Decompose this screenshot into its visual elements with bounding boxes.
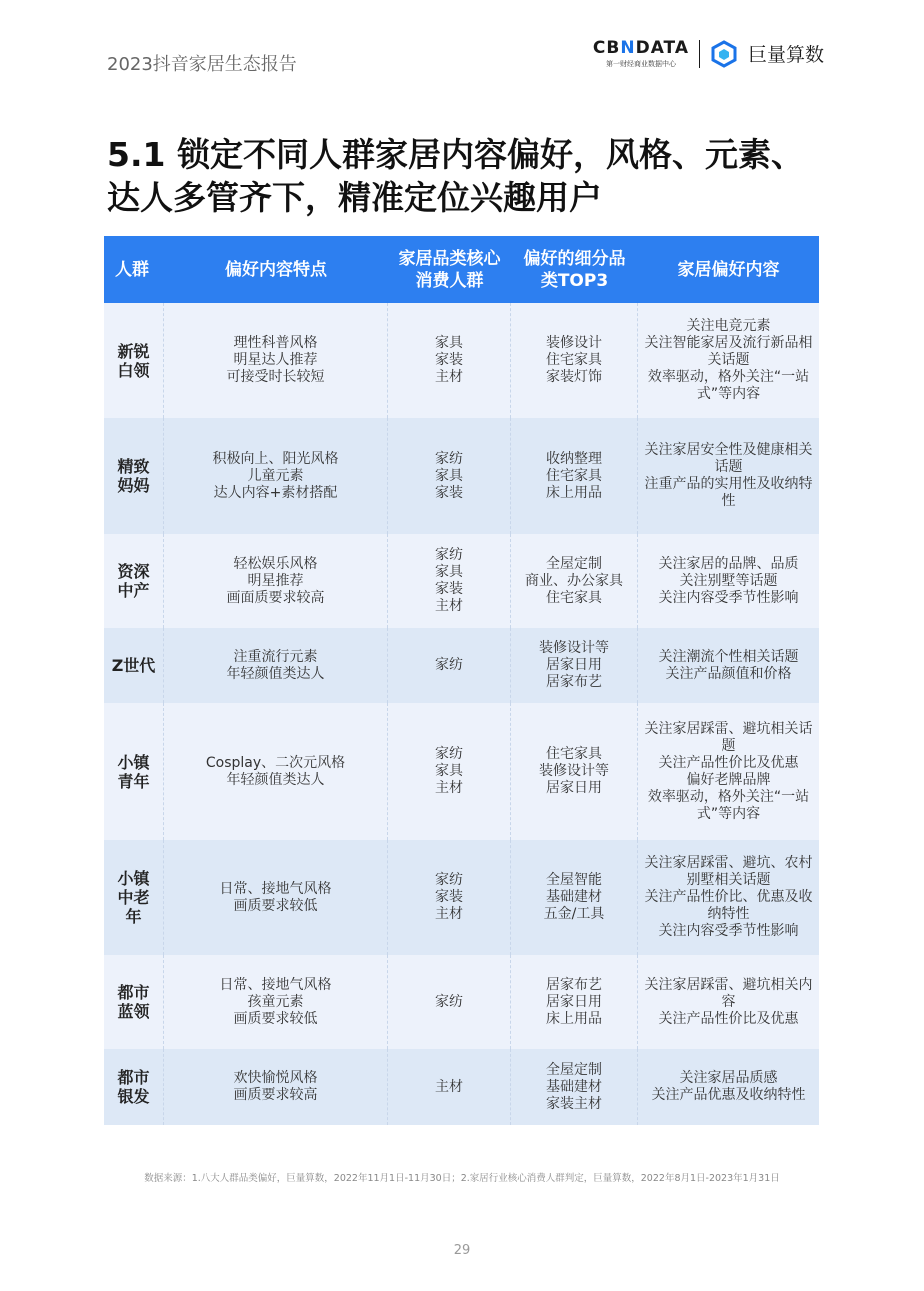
preferred-content-line: 关注家居踩雷、避坑、农村别墅相关话题: [644, 855, 813, 888]
content-features-line: 画面质要求较高: [226, 589, 325, 606]
top3-subcategories-line: 五金/工具: [543, 906, 605, 922]
top3-subcategories-line: 居家日用: [546, 657, 602, 673]
top3-subcategories-line: 住宅家具: [546, 352, 602, 368]
group-name: 小镇 中老 年: [104, 840, 164, 955]
table-row: [104, 703, 819, 840]
table-row: [104, 303, 819, 418]
header-top3: 偏好的细分品 类TOP3: [523, 248, 626, 291]
header-core-consumers: 家居品类核心 消费人群: [398, 248, 501, 291]
preferred-content-line: 关注潮流个性相关话题: [658, 648, 799, 665]
top3-subcategories-line: 居家日用: [546, 993, 602, 1010]
core-consumer-categories: [388, 418, 511, 534]
top3-subcategories-line: 全屋定制: [546, 1061, 602, 1078]
content-features-line: 画质要求较低: [233, 1010, 318, 1027]
page-title: [107, 133, 827, 219]
table-row: [104, 1049, 819, 1125]
core-consumer-categories-line: 家装: [435, 484, 463, 501]
core-consumer-categories: [388, 1049, 511, 1125]
report-title: 2023抖音家居生态报告: [107, 54, 297, 75]
group-name: 小镇 青年: [104, 703, 164, 840]
preferred-content: [638, 628, 819, 703]
juliang-wordmark: 巨量算数: [747, 44, 824, 66]
preferred-content-line: 关注产品性价比及优惠: [658, 754, 799, 771]
preferred-content: [638, 418, 819, 534]
preferred-content-line: 注重产品的实用性及收纳特性: [644, 476, 813, 509]
preferred-content-line: 关注家居踩雷、避坑相关内容: [644, 976, 813, 1010]
core-consumer-categories-line: 家装: [435, 889, 463, 905]
top3-subcategories-line: 床上用品: [546, 1010, 602, 1027]
top3-subcategories-line: 装修设计: [546, 335, 602, 351]
table-row: [104, 418, 819, 534]
content-features: [164, 418, 388, 534]
core-consumer-categories-line: 家纺: [435, 450, 463, 467]
top3-subcategories-line: 住宅家具: [546, 589, 602, 606]
content-features-line: 画质要求较低: [233, 897, 318, 914]
preferred-content: [638, 840, 819, 955]
group-name: 资深 中产: [104, 534, 164, 628]
preferred-content-line: 关注智能家居及流行新品相关话题: [644, 335, 813, 368]
core-consumer-categories-line: 家纺: [435, 993, 463, 1010]
preferred-content-line: 关注家居品质感: [679, 1070, 778, 1086]
group-name: 都市 蓝领: [104, 955, 164, 1049]
top3-subcategories-line: 居家日用: [546, 780, 602, 796]
core-consumer-categories-line: 家纺: [435, 746, 463, 762]
header-group: 人群: [115, 259, 149, 280]
core-consumer-categories-line: 主材: [435, 369, 463, 385]
top3-subcategories-line: 家装灯饰: [546, 369, 602, 385]
content-features-line: 画质要求较高: [233, 1087, 318, 1103]
core-consumer-categories-line: 家具: [435, 467, 463, 484]
cbndata-wordmark: CBNDATA: [592, 38, 689, 58]
content-features: [164, 534, 388, 628]
top3-subcategories-line: 基础建材: [546, 1078, 602, 1095]
top3-subcategories-line: 家装主材: [546, 1095, 602, 1112]
content-features-line: 明星推荐: [247, 572, 304, 589]
top3-subcategories: [511, 840, 638, 955]
brand-logos: [593, 38, 824, 69]
content-features-line: 年轻颜值类达人: [226, 771, 325, 788]
top3-subcategories-line: 全屋定制: [546, 555, 602, 572]
top3-subcategories-line: 住宅家具: [546, 746, 602, 762]
page-title-line1: 5.1 锁定不同人群家居内容偏好，风格、元素、: [107, 135, 804, 174]
core-consumer-categories: [388, 703, 511, 840]
content-features: [164, 303, 388, 418]
top3-subcategories: [511, 955, 638, 1049]
top3-subcategories-line: 住宅家具: [546, 467, 602, 484]
content-features: [164, 840, 388, 955]
top3-subcategories-line: 装修设计等: [539, 640, 609, 656]
preferred-content: [638, 703, 819, 840]
group-name: 精致 妈妈: [104, 418, 164, 534]
top3-subcategories-line: 收纳整理: [546, 450, 602, 467]
group-name: Z世代: [104, 628, 164, 703]
preferred-content-line: 关注产品性价比、优惠及收纳特性: [644, 889, 813, 922]
content-features: [164, 703, 388, 840]
core-consumer-categories-line: 家具: [435, 335, 463, 351]
content-features-line: 明星达人推荐: [233, 352, 318, 368]
top3-subcategories: [511, 628, 638, 703]
page-number: 29: [453, 1243, 471, 1258]
preferred-content: [638, 955, 819, 1049]
cbndata-subtitle: 第一财经商业数据中心: [605, 60, 676, 68]
top3-subcategories-line: 床上用品: [546, 484, 602, 501]
preferred-content-line: 关注产品优惠及收纳特性: [651, 1087, 806, 1103]
preferred-content-line: 效率驱动，格外关注“一站式”等内容: [647, 369, 810, 402]
juliang-logo-icon: [710, 40, 738, 68]
core-consumer-categories-line: 家具: [435, 763, 463, 779]
preferred-content-line: 关注内容受季节性影响: [658, 589, 799, 606]
table-row: [104, 840, 819, 955]
brand-divider: [699, 40, 700, 68]
top3-subcategories: [511, 1049, 638, 1125]
core-consumer-categories-line: 家纺: [435, 872, 463, 888]
table-header: [104, 236, 819, 303]
core-consumer-categories-line: 家具: [435, 564, 463, 580]
header-preferred-content: 家居偏好内容: [677, 259, 780, 280]
preferred-content-line: 关注家居踩雷、避坑相关话题: [644, 720, 813, 754]
core-consumer-categories-line: 主材: [435, 780, 463, 796]
group-name: 都市 银发: [104, 1049, 164, 1125]
top3-subcategories: [511, 534, 638, 628]
core-consumer-categories: [388, 303, 511, 418]
core-consumer-categories: [388, 840, 511, 955]
page-title-line2: 达人多管齐下，精准定位兴趣用户: [107, 178, 602, 217]
content-features-line: 轻松娱乐风格: [233, 555, 318, 572]
core-consumer-categories: [388, 955, 511, 1049]
top3-subcategories: [511, 418, 638, 534]
core-consumer-categories-line: 家装: [435, 581, 463, 597]
core-consumer-categories-line: 家纺: [435, 657, 463, 673]
preferred-content-line: 关注产品性价比及优惠: [658, 1010, 799, 1027]
content-features-line: Cosplay、二次元风格: [205, 754, 346, 771]
preferred-content-line: 关注别墅等话题: [679, 572, 778, 589]
content-features: [164, 628, 388, 703]
preferred-content-line: 关注内容受季节性影响: [658, 923, 799, 939]
group-name: 新锐 白领: [104, 303, 164, 418]
top3-subcategories-line: 基础建材: [546, 889, 602, 905]
preferred-content-line: 关注电竞元素: [686, 318, 771, 334]
header-features: 偏好内容特点: [225, 259, 327, 280]
core-consumer-categories: [388, 628, 511, 703]
preference-table: [104, 236, 819, 1125]
table-body: [104, 303, 819, 1125]
top3-subcategories: [511, 703, 638, 840]
content-features-line: 欢快愉悦风格: [233, 1070, 318, 1086]
preferred-content: [638, 303, 819, 418]
preferred-content-line: 关注家居的品牌、品质: [658, 555, 799, 572]
table-row: [104, 534, 819, 628]
cbndata-logo: [593, 38, 689, 69]
top3-subcategories-line: 装修设计等: [539, 763, 609, 779]
content-features-line: 日常、接地气风格: [219, 880, 332, 897]
top3-subcategories-line: 商业、办公家具: [525, 572, 623, 589]
table-row: [104, 955, 819, 1049]
content-features-line: 儿童元素: [247, 467, 304, 484]
core-consumer-categories-line: 主材: [435, 1078, 463, 1095]
table-row: [104, 628, 819, 703]
core-consumer-categories-line: 主材: [435, 598, 463, 614]
content-features: [164, 1049, 388, 1125]
preferred-content-line: 效率驱动，格外关注“一站式”等内容: [647, 788, 810, 822]
content-features: [164, 955, 388, 1049]
preferred-content: [638, 534, 819, 628]
top3-subcategories-line: 居家布艺: [546, 976, 602, 993]
top3-subcategories-line: 居家布艺: [546, 674, 602, 690]
preferred-content-line: 关注产品颜值和价格: [665, 665, 792, 682]
content-features-line: 年轻颜值类达人: [226, 665, 325, 682]
core-consumer-categories-line: 家装: [435, 352, 463, 368]
content-features-line: 可接受时长较短: [226, 369, 325, 385]
content-features-line: 孩童元素: [247, 993, 304, 1010]
top3-subcategories-line: 全屋智能: [546, 872, 602, 888]
content-features-line: 注重流行元素: [233, 648, 318, 665]
preferred-content-line: 关注家居安全性及健康相关话题: [644, 442, 813, 475]
content-features-line: 理性科普风格: [233, 335, 318, 351]
content-features-line: 日常、接地气风格: [219, 976, 332, 993]
data-source-footnote: 数据来源：1.八大人群品类偏好，巨量算数，2022年11月1日-11月30日；2.家居行业核心消费人群判定，巨量算数，2022年8月1日-2023年1月31日: [144, 1173, 780, 1184]
core-consumer-categories-line: 主材: [435, 906, 463, 922]
top3-subcategories: [511, 303, 638, 418]
preferred-content-line: 偏好老牌品牌: [686, 771, 771, 788]
content-features-line: 达人内容+素材搭配: [213, 484, 338, 501]
preferred-content: [638, 1049, 819, 1125]
core-consumer-categories-line: 家纺: [435, 547, 463, 563]
core-consumer-categories: [388, 534, 511, 628]
content-features-line: 积极向上、阳光风格: [212, 450, 339, 467]
